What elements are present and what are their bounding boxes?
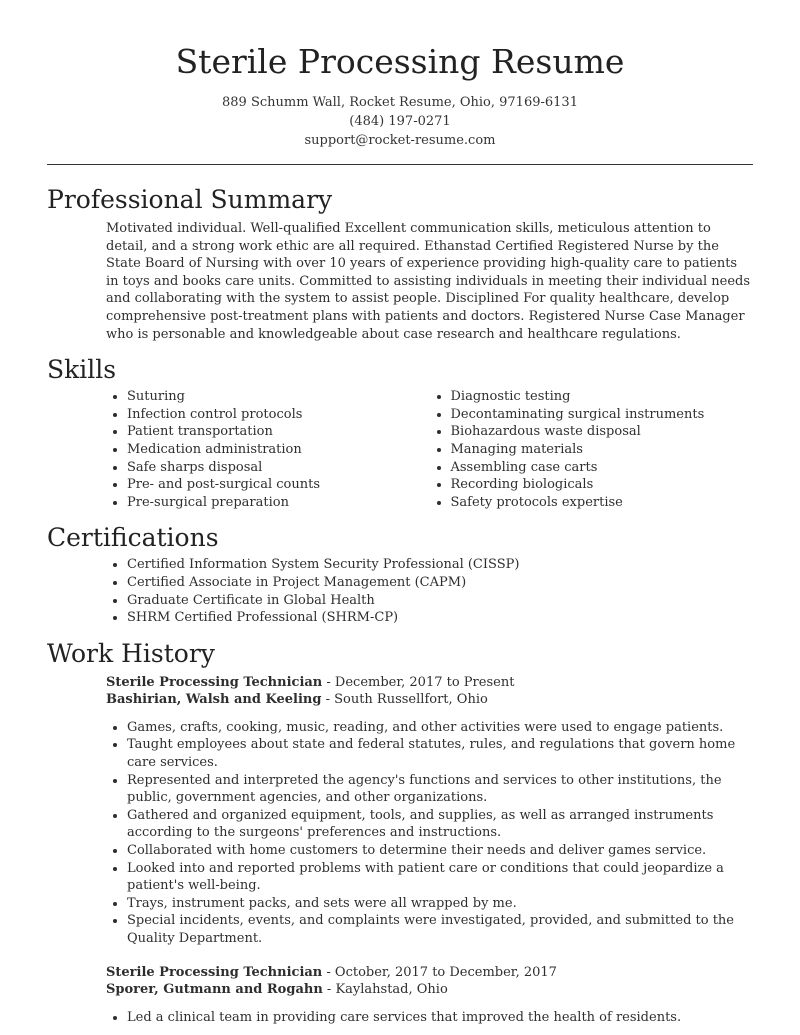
contact-email: support@rocket-resume.com (304, 133, 496, 148)
job-bullet: • Led a clinical team in providing care services that improved the health of residents. (127, 1009, 753, 1027)
job-entry (106, 674, 753, 948)
skill-item: • Assembling case carts (451, 459, 754, 477)
job-entry (106, 964, 753, 1027)
job-bullet: • Taught employees about state and federal statutes, rules, and regulations that govern home care services. (127, 736, 753, 771)
skill-item: • Managing materials (451, 441, 754, 459)
skill-item: • Safe sharps disposal (127, 459, 430, 477)
job-location: - South Russellfort, Ohio (321, 692, 488, 708)
skills-heading: Skills (47, 355, 117, 385)
skill-item: • Biohazardous waste disposal (451, 423, 754, 441)
job-company-line (106, 691, 753, 709)
certifications-heading: Certifications (47, 523, 219, 553)
job-company: Bashirian, Walsh and Keeling (106, 692, 322, 708)
skill-item: • Recording biologicals (451, 476, 754, 494)
job-title-line (106, 964, 753, 982)
summary-text: Motivated individual. Well-qualified Excellent communication skills, meticulous attention to detail, and a strong work ethic are all required. Ethanstad Certified Registered Nurse by the State Board of Nursing with over 10 years of experience providing high-quality care to patients in toys and books care units. Committed to assisting individuals in meeting their individual needs and collaborating with the system to assist people. Disciplined For quality healthcare, develop comprehensive post-treatment plans with patients and doctors. Registered Nurse Case Manager who is personable and knowledgeable about case research and healthcare regulations. (106, 221, 751, 342)
skill-item: • Medication administration (127, 441, 430, 459)
job-bullet: • Games, crafts, cooking, music, reading, and other activities were used to engage patients. (127, 719, 753, 737)
job-bullet: • Trays, instrument packs, and sets were all wrapped by me. (127, 895, 753, 913)
contact-address: 889 Schumm Wall, Rocket Resume, Ohio, 97169-6131 (222, 95, 578, 110)
job-bullet: • Represented and interpreted the agency's functions and services to other institutions, the public, government agencies, and other organizations. (127, 772, 753, 807)
job-company: Sporer, Gutmann and Rogahn (106, 982, 323, 998)
job-bullet: • Special incidents, events, and complaints were investigated, provided, and submitted to the Quality Department. (127, 912, 753, 947)
certification-item: • Graduate Certificate in Global Health (127, 592, 753, 610)
skill-item: • Infection control protocols (127, 406, 430, 424)
job-location: - Kaylahstad, Ohio (322, 982, 448, 998)
job-role: Sterile Processing Technician (106, 964, 323, 980)
contact-phone: (484) 197-0271 (349, 114, 451, 129)
job-company-line (106, 981, 753, 999)
job-bullet: • Gathered and organized equipment, tools, and supplies, as well as arranged instruments according to the surgeons' preferences and instructions. (127, 807, 753, 842)
certification-item: • Certified Associate in Project Management (CAPM) (127, 574, 753, 592)
certification-item: • Certified Information System Security Professional (CISSP) (127, 556, 753, 574)
skills-column-left (106, 385, 430, 511)
resume-header (0, 0, 800, 150)
work-history-section (47, 639, 753, 1027)
header-divider (47, 164, 753, 165)
skill-item: • Decontaminating surgical instruments (451, 406, 754, 424)
resume-title: Sterile Processing Resume (175, 42, 625, 81)
job-bullet: • Looked into and reported problems with patient care or conditions that could jeopardize a patient's well-being. (127, 860, 753, 895)
skill-item: • Suturing (127, 388, 430, 406)
summary-section (47, 185, 753, 343)
skill-item: • Pre- and post-surgical counts (127, 476, 430, 494)
skill-item: • Patient transportation (127, 423, 430, 441)
work-history-heading: Work History (47, 638, 215, 668)
skills-column-right (430, 385, 754, 511)
skill-item: • Pre-surgical preparation (127, 494, 430, 512)
job-bullet: • Collaborated with home customers to determine their needs and deliver games service. (127, 842, 753, 860)
skill-item: • Safety protocols expertise (451, 494, 754, 512)
job-role: Sterile Processing Technician (106, 674, 323, 690)
skills-section (47, 355, 753, 511)
job-dates: - October, 2017 to December, 2017 (322, 964, 557, 980)
certification-item: • SHRM Certified Professional (SHRM-CP) (127, 609, 753, 627)
skill-item: • Diagnostic testing (451, 388, 754, 406)
job-title-line (106, 674, 753, 692)
job-dates: - December, 2017 to Present (322, 674, 515, 690)
certifications-section (47, 523, 753, 626)
summary-heading: Professional Summary (47, 185, 333, 214)
